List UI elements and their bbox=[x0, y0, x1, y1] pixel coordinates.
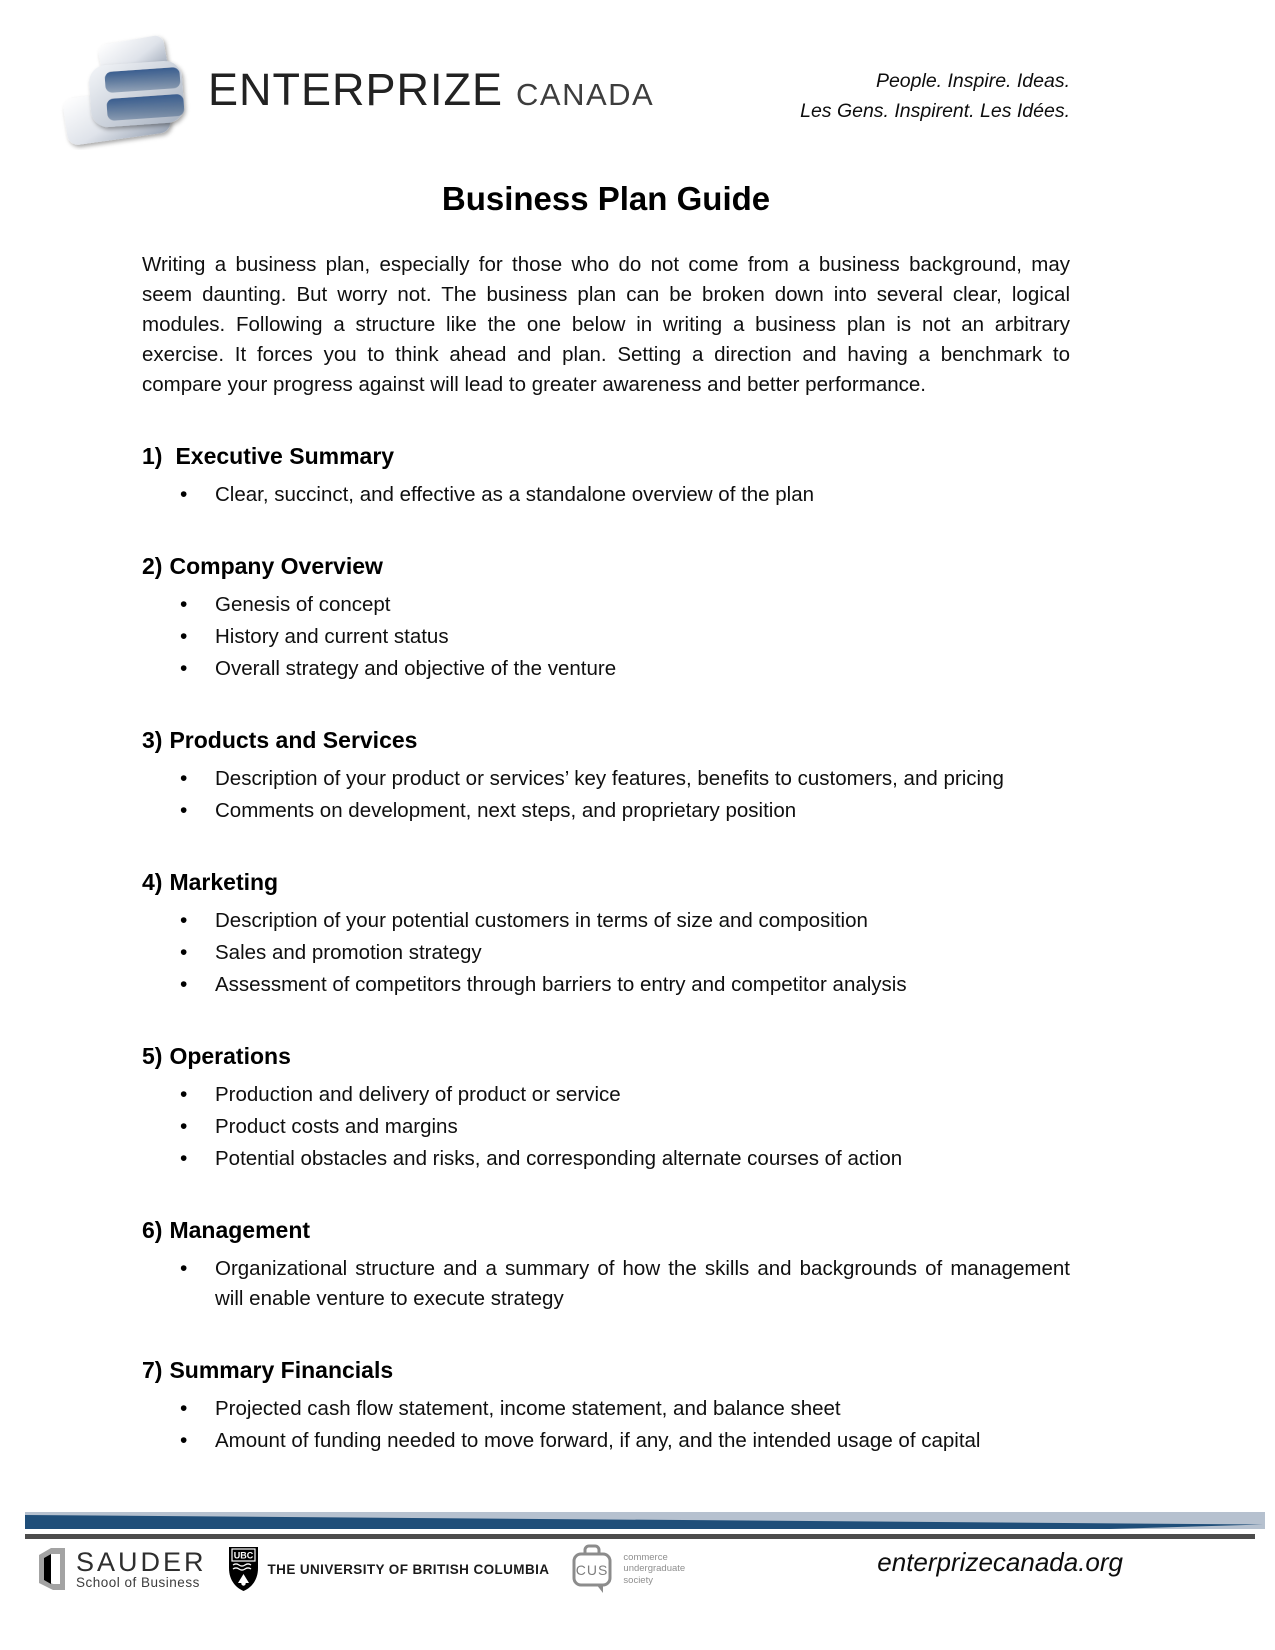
section-summary-financials bbox=[142, 1356, 1070, 1456]
sauder-door-icon bbox=[38, 1548, 66, 1590]
bullet-item: • History and current status bbox=[142, 622, 1070, 652]
stacked-books-logo-icon bbox=[60, 30, 194, 150]
intro-paragraph: Writing a business plan, especially for those who do not come from a business background, may seem daunting. But worry not. The business plan can be broken down into several clear, logical modules. Following a structure like the one below in writing a business plan is not an arbitrary exercise. It forces you to think ahead and plan. Setting a direction and having a benchmark to compare your progress against will lead to greater awareness and better performance. bbox=[142, 253, 1070, 396]
svg-text:CUS: CUS bbox=[576, 1562, 609, 1578]
footer-website-url: enterprizecanada.org bbox=[877, 1547, 1123, 1577]
footer-divider-rule bbox=[25, 1534, 1255, 1539]
bullet-item: • Organizational structure and a summary of how the skills and backgrounds of management will enable venture to execute strategy bbox=[142, 1254, 1070, 1314]
section-heading bbox=[142, 1216, 1070, 1244]
bullet-list bbox=[142, 480, 1070, 510]
section-number: 2) bbox=[142, 553, 163, 579]
section-company-overview bbox=[142, 552, 1070, 684]
section-heading bbox=[142, 552, 1070, 580]
enterprize-logo bbox=[60, 30, 654, 150]
section-title: Products and Services bbox=[169, 727, 418, 753]
page-title: Business Plan Guide bbox=[441, 180, 771, 217]
section-heading bbox=[142, 442, 1070, 470]
section-title: Company Overview bbox=[169, 553, 383, 579]
bullet-item: • Potential obstacles and risks, and corresponding alternate courses of action bbox=[142, 1144, 1070, 1174]
bullet-item: • Amount of funding needed to move forward, if any, and the intended usage of capital bbox=[142, 1426, 1070, 1456]
bullet-list bbox=[142, 906, 1070, 1000]
footer-partner-logos bbox=[38, 1543, 685, 1595]
footer-swoosh-band bbox=[25, 1512, 1265, 1529]
bullet-item: • Overall strategy and objective of the venture bbox=[142, 654, 1070, 684]
bullet-item: • Comments on development, next steps, and proprietary position bbox=[142, 796, 1070, 826]
section-management bbox=[142, 1216, 1070, 1314]
section-heading bbox=[142, 1356, 1070, 1384]
section-products-and-services bbox=[142, 726, 1070, 826]
bullet-list bbox=[142, 590, 1070, 684]
section-heading bbox=[142, 868, 1070, 896]
ubc-label: THE UNIVERSITY OF BRITISH COLUMBIA bbox=[267, 1561, 550, 1577]
ubc-logo bbox=[229, 1547, 550, 1591]
tagline-english: People. Inspire. Ideas. bbox=[875, 70, 1070, 92]
cus-label-line2: undergraduate bbox=[623, 1563, 686, 1575]
svg-text:UBC: UBC bbox=[233, 1550, 253, 1561]
section-heading bbox=[142, 726, 1070, 754]
tagline-french: Les Gens. Inspirent. Les Idées. bbox=[800, 100, 1070, 122]
section-title: Executive Summary bbox=[175, 443, 395, 469]
bullet-list bbox=[142, 1080, 1070, 1174]
section-title: Marketing bbox=[169, 869, 279, 895]
ubc-crest-icon bbox=[229, 1547, 258, 1591]
section-number: 7) bbox=[142, 1357, 163, 1383]
bullet-item: • Production and delivery of product or service bbox=[142, 1080, 1070, 1110]
cus-logo bbox=[571, 1543, 685, 1595]
bullet-list bbox=[142, 1254, 1070, 1314]
section-executive-summary bbox=[142, 442, 1070, 510]
sauder-logo bbox=[38, 1548, 207, 1590]
section-number: 3) bbox=[142, 727, 163, 753]
document-body bbox=[142, 172, 1070, 1458]
section-title: Summary Financials bbox=[169, 1357, 394, 1383]
sauder-name: SAUDER bbox=[76, 1546, 207, 1577]
cus-briefcase-bubble-icon bbox=[571, 1543, 613, 1595]
section-marketing bbox=[142, 868, 1070, 1000]
section-operations bbox=[142, 1042, 1070, 1174]
bullet-item: • Clear, succinct, and effective as a standalone overview of the plan bbox=[142, 480, 1070, 510]
section-heading bbox=[142, 1042, 1070, 1070]
bullet-item: • Assessment of competitors through barriers to entry and competitor analysis bbox=[142, 970, 1070, 1000]
brand-tagline bbox=[800, 66, 1070, 126]
section-number: 5) bbox=[142, 1043, 163, 1069]
wordmark-secondary: CANADA bbox=[516, 77, 655, 112]
bullet-list bbox=[142, 764, 1070, 826]
bullet-item: • Sales and promotion strategy bbox=[142, 938, 1070, 968]
sauder-subtitle: School of Business bbox=[76, 1574, 200, 1590]
wordmark-primary: ENTERPRIZE bbox=[208, 64, 504, 115]
bullet-item: • Description of your potential customers in terms of size and composition bbox=[142, 906, 1070, 936]
section-title: Operations bbox=[169, 1043, 291, 1069]
cus-label-line3: society bbox=[623, 1574, 653, 1586]
bullet-item: • Description of your product or services’ key features, benefits to customers, and pricing bbox=[142, 764, 1070, 794]
section-title: Management bbox=[169, 1217, 311, 1243]
bullet-item: • Genesis of concept bbox=[142, 590, 1070, 620]
wordmark bbox=[208, 64, 654, 116]
bullet-item: • Projected cash flow statement, income statement, and balance sheet bbox=[142, 1394, 1070, 1424]
section-number: 6) bbox=[142, 1217, 163, 1243]
bullet-item: • Product costs and margins bbox=[142, 1112, 1070, 1142]
cus-label-line1: commerce bbox=[623, 1551, 668, 1563]
bullet-list bbox=[142, 1394, 1070, 1456]
section-number: 4) bbox=[142, 869, 163, 895]
section-number: 1) bbox=[142, 443, 163, 469]
